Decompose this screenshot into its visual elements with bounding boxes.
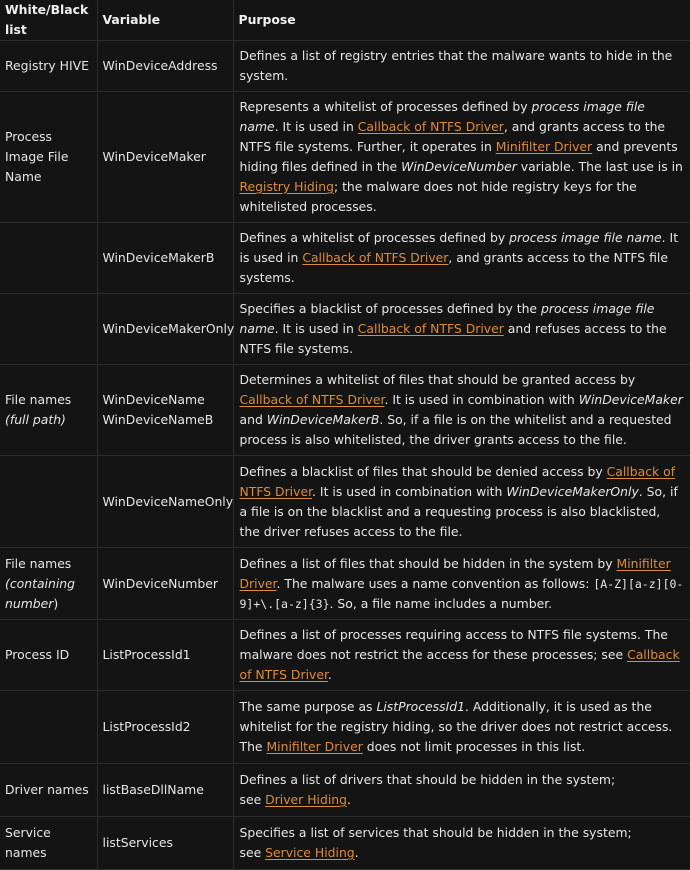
- doc-link[interactable]: Callback of NTFS Driver: [239, 647, 680, 682]
- list-cell: [0, 817, 97, 870]
- text: see: [239, 792, 266, 807]
- variable-name: WinDeviceNumber: [102, 575, 218, 591]
- text: Registry HIVE: [5, 58, 89, 73]
- header-list: White/Black list: [0, 0, 97, 41]
- purpose-cell: [233, 41, 690, 92]
- variable-cell: [97, 294, 233, 365]
- text: Defines a list of files that should be hidden in the system by: [239, 555, 617, 571]
- variable-name: WinDeviceMakerOnly: [102, 321, 235, 336]
- variable-cell: [97, 548, 233, 620]
- doc-link[interactable]: Callback of NTFS Driver: [239, 392, 385, 407]
- text: Service names: [5, 825, 51, 860]
- purpose-cell: [233, 817, 690, 870]
- purpose-cell: [233, 764, 690, 817]
- text: and: [239, 412, 267, 427]
- text: , and grants access to the NTFS file systems. Further, it operates in: [239, 119, 666, 154]
- italic-text: WinDeviceMakerOnly: [506, 483, 639, 499]
- purpose-cell: [233, 294, 690, 365]
- list-cell: [0, 365, 97, 456]
- variable-name: WinDeviceNameOnly: [102, 493, 234, 509]
- text: . It is used in: [274, 119, 358, 134]
- purpose-cell: [233, 691, 690, 764]
- table-row: [0, 92, 690, 223]
- list-cell: [0, 456, 97, 548]
- list-cell: [0, 41, 97, 92]
- text: Represents a whitelist of processes defined by: [239, 99, 532, 114]
- italic-text: process image file name: [239, 99, 645, 134]
- list-cell: [0, 764, 97, 817]
- italic-text: process image file name: [239, 301, 655, 336]
- table-row: [0, 41, 690, 92]
- variable-cell: [97, 691, 233, 764]
- text: File names: [5, 392, 72, 407]
- variable-name: ListProcessId1: [102, 647, 191, 662]
- variable-name: WinDeviceMakerB: [102, 250, 215, 265]
- table-row: [0, 294, 690, 365]
- text: Defines a list of drivers that should be hidden in the system;: [239, 772, 616, 787]
- list-cell: [0, 620, 97, 691]
- text: ; the malware does not hide registry keys for the whitelisted processes.: [239, 179, 637, 214]
- italic-text: (full path): [5, 412, 66, 427]
- list-cell: [0, 548, 97, 620]
- text: . It is used in combination with: [384, 392, 579, 407]
- purpose-cell: [233, 365, 690, 456]
- text: . So, a file name includes a number.: [329, 595, 553, 611]
- text: Defines a blacklist of files that should be denied access by: [239, 463, 607, 479]
- text: . Additionally, it is used as the whitelist for the registry hiding, so the driver does not restrict access. The: [239, 699, 673, 754]
- text: . The malware uses a name convention as follows:: [276, 575, 594, 591]
- italic-text: ListProcessId1: [376, 699, 465, 714]
- header-purpose: Purpose: [233, 0, 690, 41]
- text: and prevents hiding files defined in the: [239, 139, 678, 174]
- text: The same purpose as: [239, 699, 377, 714]
- header-row: [0, 0, 690, 41]
- table-row: [0, 223, 690, 294]
- purpose-cell: [233, 620, 690, 691]
- variable-name: ListProcessId2: [102, 719, 191, 734]
- italic-text: process image file name: [509, 230, 662, 245]
- italic-text: WinDeviceNumber: [401, 159, 517, 174]
- doc-link[interactable]: Minifilter Driver: [495, 139, 593, 154]
- variable-cell: [97, 817, 233, 870]
- table-row: [0, 817, 690, 870]
- variable-name: WinDeviceAddress: [102, 58, 218, 73]
- variable-cell: [97, 41, 233, 92]
- text: . So, if a file is on the blacklist and a requesting process is also blacklisted, the driver refuses access to the file.: [239, 483, 678, 539]
- doc-link[interactable]: Callback of NTFS Driver: [357, 321, 504, 336]
- text: variable. The last use is in: [516, 159, 683, 174]
- text: , and grants access to the NTFS file systems.: [239, 250, 668, 285]
- text: Driver names: [5, 782, 89, 797]
- purpose-cell: [233, 223, 690, 294]
- doc-link[interactable]: Callback of NTFS Driver: [239, 463, 676, 499]
- text: Process Image File Name: [5, 129, 69, 184]
- table-row: [0, 365, 690, 456]
- variable-cell: [97, 764, 233, 817]
- text: File names: [5, 555, 72, 571]
- doc-link[interactable]: Minifilter Driver: [239, 555, 671, 591]
- regex-code: [A-Z][a-z][0-9]+\.[a-z]{3}: [239, 576, 684, 611]
- variable-name: listBaseDllName: [102, 782, 204, 797]
- italic-text: WinDeviceMaker: [578, 392, 683, 407]
- text: . It is used in: [239, 230, 679, 265]
- text: Determines a whitelist of files that should be granted access by: [239, 372, 636, 387]
- list-cell: [0, 223, 97, 294]
- variable-name: WinDeviceNameB: [102, 412, 214, 427]
- table-row: [0, 691, 690, 764]
- variable-name: WinDeviceName: [102, 392, 205, 407]
- purpose-cell: [233, 548, 690, 620]
- text: Defines a whitelist of processes defined by: [239, 230, 510, 245]
- doc-link[interactable]: Minifilter Driver: [266, 739, 363, 754]
- doc-link[interactable]: Callback of NTFS Driver: [302, 250, 449, 265]
- header-variable: Variable: [97, 0, 233, 41]
- table-row: [0, 456, 690, 548]
- text: . So, if a file is on the whitelist and a requested process is also whitelisted, the driver grants access to the file.: [239, 412, 672, 447]
- text: . It is used in: [274, 321, 358, 336]
- variable-cell: [97, 620, 233, 691]
- text: . It is used in combination with: [312, 483, 507, 499]
- variable-cell: [97, 92, 233, 223]
- text: .: [347, 792, 351, 807]
- variable-cell: [97, 223, 233, 294]
- table-row: [0, 764, 690, 817]
- doc-link[interactable]: Service Hiding: [265, 845, 355, 860]
- text: Defines a list of processes requiring access to NTFS file systems. The malware does not restrict the access for these processes; see: [239, 627, 668, 662]
- text: .: [354, 845, 359, 860]
- text: .: [327, 667, 332, 682]
- italic-text: (containing number: [5, 575, 75, 611]
- purpose-cell: [233, 456, 690, 548]
- list-cell: [0, 294, 97, 365]
- variable-name: listServices: [102, 835, 173, 850]
- text: see: [239, 845, 266, 860]
- table-row: [0, 620, 690, 691]
- text: Process ID: [5, 647, 70, 662]
- doc-link[interactable]: Driver Hiding: [265, 792, 347, 807]
- text: Specifies a list of services that should be hidden in the system;: [239, 825, 632, 840]
- text: does not limit processes in this list.: [362, 739, 586, 754]
- text: Specifies a blacklist of processes defined by the: [239, 301, 541, 316]
- text: and refuses access to the NTFS file systems.: [239, 321, 667, 356]
- list-cell: [0, 92, 97, 223]
- list-cell: [0, 691, 97, 764]
- purpose-cell: [233, 92, 690, 223]
- text: Defines a list of registry entries that the malware wants to hide in the system.: [239, 48, 673, 83]
- variable-cell: [97, 365, 233, 456]
- text: ): [53, 595, 59, 611]
- italic-text: WinDeviceMakerB: [266, 412, 380, 427]
- variable-cell: [97, 456, 233, 548]
- variable-name: WinDeviceMaker: [102, 149, 206, 164]
- table-row: [0, 548, 690, 620]
- doc-link[interactable]: Registry Hiding: [239, 179, 334, 194]
- doc-link[interactable]: Callback of NTFS Driver: [357, 119, 504, 134]
